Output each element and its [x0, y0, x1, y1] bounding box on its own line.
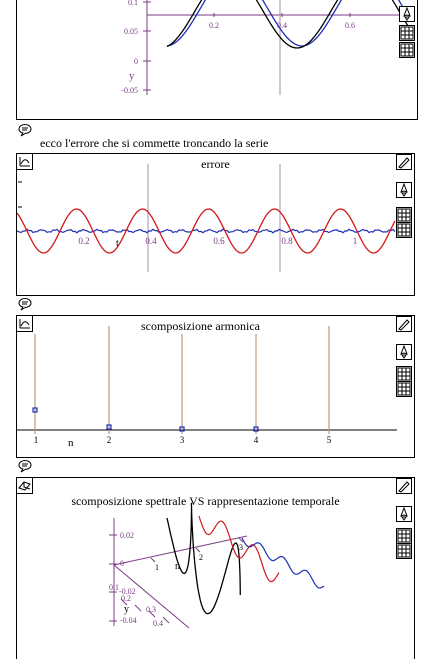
harmonics-stem-plot	[17, 316, 414, 457]
t-tick-label: 0.1	[109, 583, 119, 592]
x-tick-label: 0.2	[78, 236, 90, 246]
grid-table-icon[interactable]	[396, 207, 412, 223]
grid-table-icon[interactable]	[396, 381, 412, 397]
x-tick-label: 1	[33, 435, 39, 445]
z-tick-label: 0	[120, 559, 124, 568]
z-tick-label: 0.02	[120, 531, 134, 540]
grid-table-icon[interactable]	[396, 366, 412, 382]
z-tick-label: -0.02	[119, 587, 136, 596]
grid-table-icon[interactable]	[396, 222, 412, 238]
t-tick-label: 0.2	[121, 594, 131, 603]
plot-panel-error[interactable]	[16, 153, 415, 296]
series-original-line	[167, 0, 411, 48]
y-tick-label: 0	[134, 57, 138, 66]
spectral-3d-plot	[17, 478, 414, 659]
z-tick-label: -0.04	[120, 616, 137, 625]
plot-title: scomposizione armonica	[141, 319, 260, 333]
grid-table-icon[interactable]	[396, 543, 412, 559]
n-axis-label: n	[175, 561, 180, 572]
pen-tool-icon[interactable]	[396, 316, 412, 332]
t-tick-label: 0.4	[153, 619, 163, 628]
pen-tool-icon[interactable]	[396, 478, 412, 494]
comment-bubble-icon[interactable]	[17, 297, 33, 311]
comment-bubble-icon[interactable]	[17, 459, 33, 473]
x-tick-label: 4	[253, 435, 259, 445]
plot-panel-harmonics[interactable]	[16, 315, 415, 458]
x-axis-label: t	[116, 238, 119, 249]
n-tick-label: 2	[199, 553, 203, 562]
plot-panel-3d[interactable]	[16, 477, 415, 659]
y-tick-label: 0.05	[124, 27, 138, 36]
n-tick-label: 3	[239, 543, 243, 552]
plot-title: errore	[201, 157, 230, 171]
plot-title: scomposizione spettrale VS rappresentazione temporale	[71, 494, 340, 508]
rocket-tool-icon[interactable]	[396, 344, 412, 360]
error-zero-line	[17, 229, 395, 233]
signal-plot	[17, 0, 417, 119]
series-approx-line	[167, 0, 411, 46]
x-tick-label: 0.8	[281, 236, 293, 246]
t-tick-label: 0.3	[146, 605, 156, 614]
error-plot	[17, 154, 414, 295]
x-tick-label: 0.4	[277, 21, 287, 30]
x-tick-label: 0.4	[145, 236, 157, 246]
x-tick-label: 5	[326, 435, 332, 445]
n-tick-label: 1	[155, 563, 159, 572]
grid-table-icon[interactable]	[399, 42, 415, 58]
x-tick-label: 0.6	[345, 21, 355, 30]
time-signal-line	[167, 503, 240, 614]
comment-bubble-icon[interactable]	[17, 123, 33, 137]
y-axis-label: y	[129, 70, 135, 82]
x-tick-label: 3	[179, 435, 185, 445]
x-tick-label: 1	[352, 236, 358, 246]
pen-tool-icon[interactable]	[396, 154, 412, 170]
x-tick-label: 0.6	[213, 236, 225, 246]
rocket-tool-icon[interactable]	[396, 506, 412, 522]
x-tick-label: 2	[106, 435, 112, 445]
comment-text: ecco l'errore che si commette troncando la serie	[40, 136, 269, 150]
rocket-tool-icon[interactable]	[399, 6, 415, 22]
grid-table-icon[interactable]	[399, 25, 415, 41]
plot-panel-signal[interactable]	[16, 0, 418, 120]
x-tick-label: 0.2	[209, 21, 219, 30]
y-tick-label: 0.1	[128, 0, 138, 7]
grid-table-icon[interactable]	[396, 528, 412, 544]
y-tick-label: -0.05	[121, 86, 138, 95]
y-axis-label: y	[124, 604, 129, 615]
x-axis-label: n	[68, 437, 74, 449]
rocket-tool-icon[interactable]	[396, 182, 412, 198]
